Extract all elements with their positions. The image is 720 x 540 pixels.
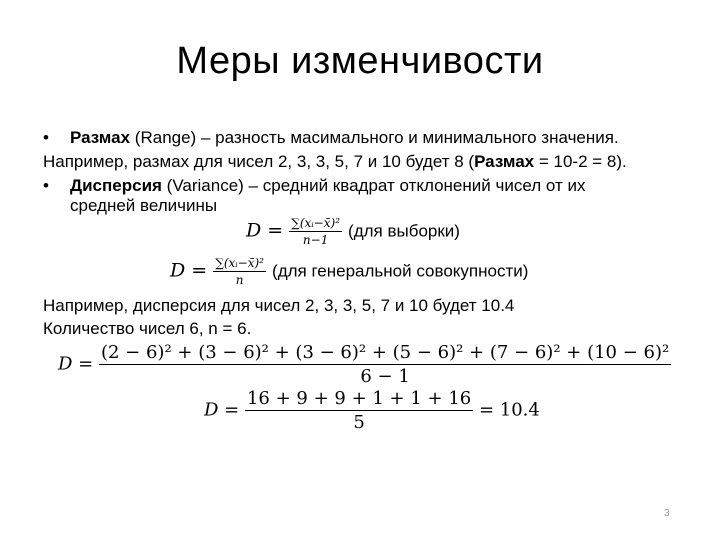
- variance-description: (Variance) – средний квадрат отклонений чисел от их: [161, 176, 586, 195]
- range-description: (Range) – разность масимального и минимального значения.: [130, 128, 619, 147]
- sample-formula-fraction: [289, 216, 342, 247]
- range-example-text: Например, размах для чисел 2, 3, 3, 5, 7 и 10 будет 8 (: [43, 152, 475, 171]
- calc1-denominator: 6 − 1: [360, 366, 410, 387]
- population-formula-numerator: ∑(xᵢ−x̄)²: [215, 256, 264, 270]
- population-formula-lhs: D =: [170, 259, 208, 282]
- calc-formula-simplified: [204, 388, 540, 433]
- bullet-marker: •: [43, 128, 49, 147]
- count-line: Количество чисел 6, n = 6.: [43, 319, 252, 338]
- sample-formula-lhs: D =: [246, 219, 284, 242]
- variance-term: Дисперсия: [70, 176, 162, 195]
- population-formula-note: (для генеральной совокупности): [272, 261, 529, 281]
- range-term: Размах: [70, 128, 131, 147]
- calc1-fraction: [99, 342, 671, 387]
- variance-definition: [70, 176, 585, 196]
- range-example-term: Размах: [474, 152, 535, 171]
- variance-example-line: Например, дисперсия для чисел 2, 3, 3, 5, 7 и 10 будет 10.4: [43, 296, 515, 315]
- population-variance-formula: [170, 256, 528, 287]
- calc1-lhs: D =: [58, 353, 94, 375]
- calc1-numerator: (2 − 6)² + (3 − 6)² + (3 − 6)² + (5 − 6)² + (7 − 6)² + (10 − 6)²: [100, 342, 670, 363]
- sample-formula-numerator: ∑(xᵢ−x̄)²: [291, 216, 340, 230]
- calc2-result: = 10.4: [478, 399, 540, 421]
- range-example: [43, 152, 627, 172]
- population-formula-denominator: n: [235, 273, 244, 287]
- calc2-numerator: 16 + 9 + 9 + 1 + 1 + 16: [246, 388, 472, 409]
- sample-formula-denominator: n−1: [302, 233, 329, 247]
- range-example-calc: = 10-2 = 8).: [534, 152, 627, 171]
- sample-variance-formula: [246, 216, 460, 247]
- calc2-lhs: D =: [204, 399, 240, 421]
- population-formula-fraction: [213, 256, 266, 287]
- sample-formula-note: (для выборки): [348, 221, 460, 241]
- page-number: 3: [664, 508, 670, 519]
- range-definition: [70, 128, 619, 148]
- calc-formula-expanded: [58, 342, 671, 387]
- slide-title: Меры изменчивости: [176, 40, 544, 82]
- calc2-denominator: 5: [353, 412, 365, 433]
- variance-description-line2: средней величины: [70, 196, 218, 215]
- calc2-fraction: [245, 388, 473, 433]
- bullet-marker: •: [43, 176, 49, 195]
